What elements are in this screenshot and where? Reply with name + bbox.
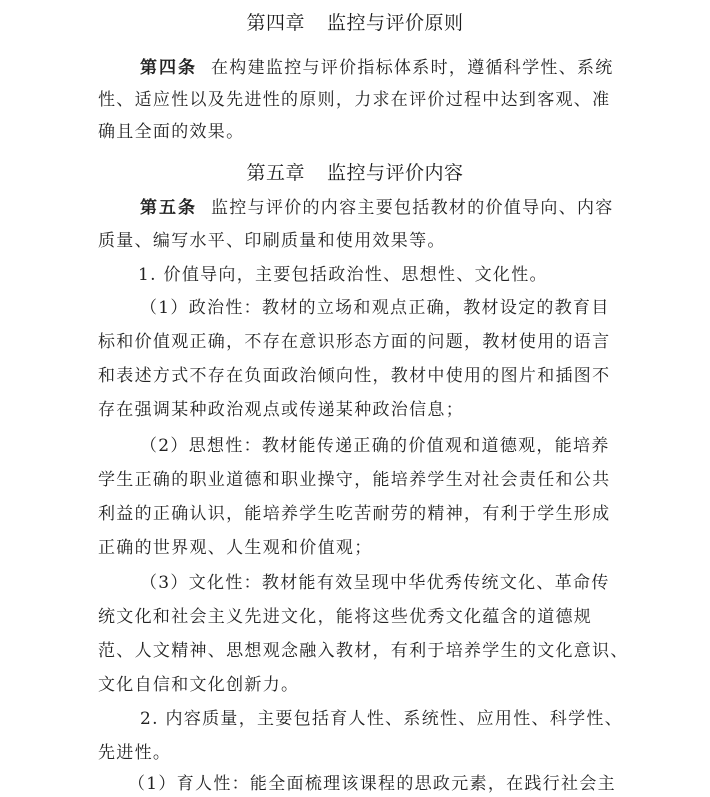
item-1-1-line-3: 和表述方式不存在负面政治倾向性，教材中使用的图片和插图不 xyxy=(98,366,611,386)
item-1-2-line-1: （2）思想性：教材能传递正确的价值观和道德观，能培养 xyxy=(140,436,610,456)
article-4-label: 第四条 xyxy=(140,58,197,78)
item-1-3-line-1: （3）文化性：教材能有效呈现中华优秀传统文化、革命传 xyxy=(140,573,610,593)
chapter-4-number: 第四章 xyxy=(246,12,305,34)
article-4-line-2: 性、适应性以及先进性的原则，力求在评价过程中达到客观、准 xyxy=(98,90,611,110)
item-2-1-line-1: （1）育人性：能全面梳理该课程的思政元素，在践行社会主 xyxy=(128,774,616,794)
item-1-1-line-4: 存在强调某种政治观点或传递某种政治信息； xyxy=(98,400,464,420)
item-1-3-line-3: 范、人文精神、思想观念融入教材，有利于培养学生的文化意识、 xyxy=(98,641,629,661)
article-4-line-1: 第四条 在构建监控与评价指标体系时，遵循科学性、系统 xyxy=(140,58,614,78)
chapter-4-heading xyxy=(0,10,710,36)
item-2-line-2: 先进性。 xyxy=(98,743,172,763)
item-2-line-1: 2. 内容质量，主要包括育人性、系统性、应用性、科学性、 xyxy=(140,709,624,729)
item-1-1-line-2: 标和价值观正确，不存在意识形态方面的问题，教材使用的语言 xyxy=(98,332,611,352)
item-1-1-line-1: （1）政治性：教材的立场和观点正确，教材设定的教育目 xyxy=(140,298,610,318)
article-5-line-2: 质量、编写水平、印刷质量和使用效果等。 xyxy=(98,231,446,251)
item-1-3-line-4: 文化自信和文化创新力。 xyxy=(98,675,300,695)
article-4-line-3: 确且全面的效果。 xyxy=(98,122,245,142)
chapter-5-number: 第五章 xyxy=(246,162,305,184)
item-1-line-1: 1. 价值导向，主要包括政治性、思想性、文化性。 xyxy=(138,265,548,285)
chapter-5-heading xyxy=(0,160,710,186)
chapter-5-title: 监控与评价内容 xyxy=(327,162,464,184)
item-1-2-line-3: 利益的正确认识，能培养学生吃苦耐劳的精神，有利于学生形成 xyxy=(98,504,611,524)
chapter-4-title: 监控与评价原则 xyxy=(327,12,464,34)
article-5-label: 第五条 xyxy=(140,198,197,218)
item-1-2-line-2: 学生正确的职业道德和职业操守，能培养学生对社会责任和公共 xyxy=(98,470,611,490)
item-1-2-line-4: 正确的世界观、人生观和价值观； xyxy=(98,538,373,558)
item-1-3-line-2: 统文化和社会主义先进文化，能将这些优秀文化蕴含的道德规 xyxy=(98,607,593,627)
article-5-line-1: 第五条 监控与评价的内容主要包括教材的价值导向、内容 xyxy=(140,198,614,218)
